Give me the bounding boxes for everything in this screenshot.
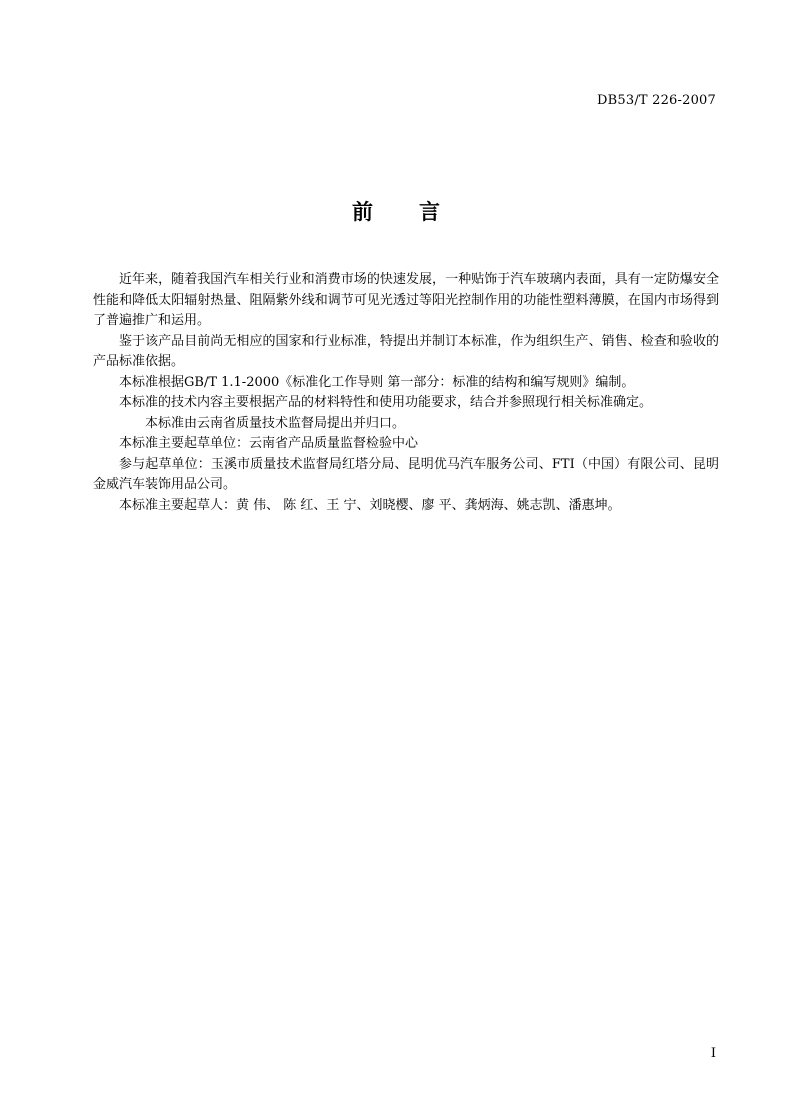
paragraph-main-drafting-unit: 本标准主要起草单位：云南省产品质量监督检验中心 [119,436,419,451]
paragraph-background: 近年来，随着我国汽车相关行业和消费市场的快速发展，一种贴饰于汽车玻璃内表面，具有一定防爆安全性能和降低太阳辐射热量、阻隔紫外线和调节可见光透过等阳光控制作用的功能性塑料薄膜，在国内市场得到了普遍推广和运用。 [93,272,719,328]
page-title: 前言 [352,199,486,224]
paragraph-drafters: 本标准主要起草人：黄 伟、 陈 红、王 宁、刘晓樱、廖 平、龚炳海、姚志凯、潘惠坤。 [119,497,621,513]
paragraph-technical-content: 本标准的技术内容主要根据产品的材料特性和使用功能要求，结合并参照现行相关标准确定。 [119,395,653,410]
page-number: I [710,1046,716,1061]
paragraph-basis: 本标准根据GB/T 1.1-2000《标准化工作导则 第一部分：标准的结构和编写规则》编制。 [119,374,635,390]
foreword-body [93,270,719,516]
paragraph-purpose: 鉴于该产品目前尚无相应的国家和行业标准，特提出并制订本标准，作为组织生产、销售、检查和验收的产品标准依据。 [93,333,719,369]
paragraph-participating-units: 参与起草单位：玉溪市质量技术监督局红塔分局、昆明优马汽车服务公司、FTI（中国）有限公司、昆明金威汽车装饰用品公司。 [93,456,719,492]
document-code: DB53/T 226-2007 [597,93,716,108]
paragraph-proposer: 本标准由云南省质量技术监督局提出并归口。 [145,415,406,431]
